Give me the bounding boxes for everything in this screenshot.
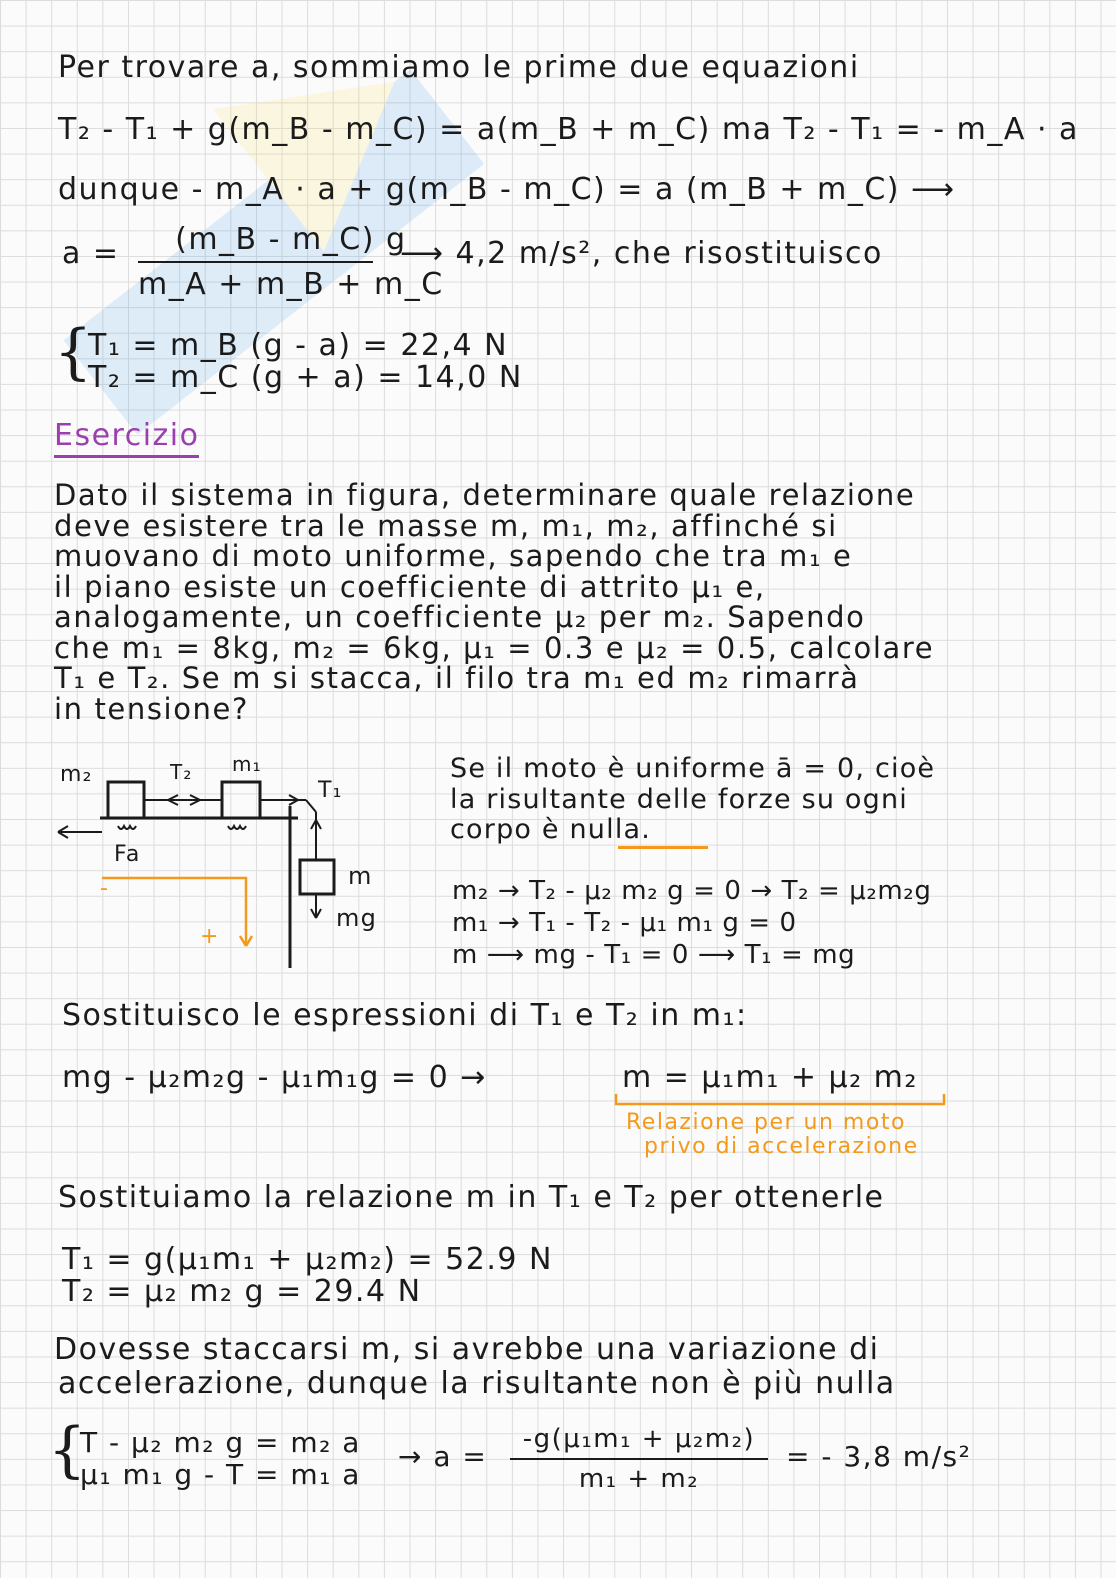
exercise-line: Dato il sistema in figura, determinare quale relazione [54, 478, 916, 512]
block-m1 [222, 782, 260, 818]
block-m [300, 860, 334, 894]
a-result: ⟶ 4,2 m/s², che risostituisco [400, 236, 883, 271]
substitution-line: Sostituisco le espressioni di T₁ e T₂ in m₁: [62, 998, 748, 1033]
acceleration-fraction [510, 1424, 768, 1494]
exercise-line: che m₁ = 8kg, m₂ = 6kg, μ₁ = 0.3 e μ₂ = 0.5, calcolare [54, 630, 935, 665]
a-fraction-numerator: (m_B - m_C) g [175, 222, 407, 257]
analysis-line: la risultante delle forze su ogni [450, 783, 909, 815]
equation-m: m ⟶ mg - T₁ = 0 ⟶ T₁ = mg [452, 940, 856, 970]
relation-result: m = μ₁m₁ + μ₂ m₂ [622, 1060, 918, 1095]
exercise-text [54, 480, 934, 724]
system-eq-b: μ₁ m₁ g - T = m₁ a [80, 1458, 361, 1491]
exercise-line: deve esistere tra le masse m, m₁, m₂, affinché si [54, 508, 838, 543]
label-m1: m₁ [232, 752, 262, 776]
label-m: m [348, 862, 373, 890]
label-plus: + [200, 924, 220, 949]
result-t2: T₂ = μ₂ m₂ g = 29.4 N [62, 1274, 422, 1309]
exercise-heading-text: Esercizio [54, 418, 199, 458]
acceleration-lhs: → a = [398, 1440, 488, 1473]
relation-note-line1: Relazione per un moto [626, 1110, 906, 1135]
equation-sum: T₂ - T₁ + g(m_B - m_C) = a(m_B + m_C) ma T₂ - T₁ = - m_A · a [58, 112, 1079, 147]
detach-line-2: accelerazione, dunque la risultante non è più nulla [58, 1366, 896, 1401]
intro-line: Per trovare a, sommiamo le prime due equazioni [58, 50, 860, 85]
label-friction: Fa [114, 842, 141, 867]
label-mg: mg [336, 904, 378, 932]
equation-m2: m₂ → T₂ - μ₂ m₂ g = 0 → T₂ = μ₂m₂g [452, 876, 932, 906]
label-t2: T₂ [170, 760, 193, 784]
equation-dunque: dunque - m_A · a + g(m_B - m_C) = a (m_B + m_C) ⟶ [58, 172, 956, 207]
acceleration-numerator: -g(μ₁m₁ + μ₂m₂) [522, 1424, 756, 1454]
exercise-line: analogamente, un coefficiente μ₂ per m₂. Sapendo [54, 600, 866, 634]
system-brace: { [54, 317, 93, 387]
block-m2 [108, 782, 144, 818]
tension-t2: T₂ = m_C (g + a) = 14,0 N [88, 360, 523, 395]
exercise-line: muovano di moto uniforme, sapendo che tra m₁ e [54, 539, 853, 573]
system-figure [50, 748, 410, 974]
a-fraction [138, 222, 444, 302]
relation-bracket [612, 1092, 952, 1108]
system-brace-2: { [48, 1415, 87, 1485]
exercise-line: T₁ e T₂. Se m si stacca, il filo tra m₁ ed m₂ rimarrà [54, 661, 860, 695]
direction-path [102, 878, 246, 944]
tension-t1: T₁ = m_B (g - a) = 22,4 N [88, 328, 509, 363]
uniform-motion-text [450, 754, 935, 846]
acceleration-denominator: m₁ + m₂ [578, 1464, 700, 1494]
exercise-heading [54, 418, 199, 453]
substitution-line-2: Sostituiamo la relazione m in T₁ e T₂ per ottenerle [58, 1180, 885, 1215]
analysis-line: Se il moto è uniforme ā = 0, cioè [450, 753, 936, 784]
exercise-line: in tensione? [54, 691, 249, 726]
analysis-line: corpo è nulla. [450, 814, 652, 845]
result-t1: T₁ = g(μ₁m₁ + μ₂m₂) = 52.9 N [62, 1242, 553, 1277]
nulla-underline [618, 846, 708, 849]
label-minus: - [100, 876, 110, 901]
a-lhs: a = [62, 236, 120, 271]
a-fraction-denominator: m_A + m_B + m_C [138, 267, 444, 302]
label-m2: m₂ [60, 762, 93, 787]
relation-note-line2: privo di accelerazione [644, 1134, 919, 1159]
relation-equation: mg - μ₂m₂g - μ₁m₁g = 0 → [62, 1060, 487, 1095]
system-eq-a: T - μ₂ m₂ g = m₂ a [80, 1426, 361, 1459]
detach-line-1: Dovesse staccarsi m, si avrebbe una variazione di [54, 1332, 880, 1367]
equation-m1: m₁ → T₁ - T₂ - μ₁ m₁ g = 0 [452, 908, 797, 938]
label-t1: T₁ [318, 778, 343, 803]
exercise-line: il piano esiste un coefficiente di attrito μ₁ e, [54, 569, 766, 604]
acceleration-result: = - 3,8 m/s² [786, 1440, 972, 1473]
